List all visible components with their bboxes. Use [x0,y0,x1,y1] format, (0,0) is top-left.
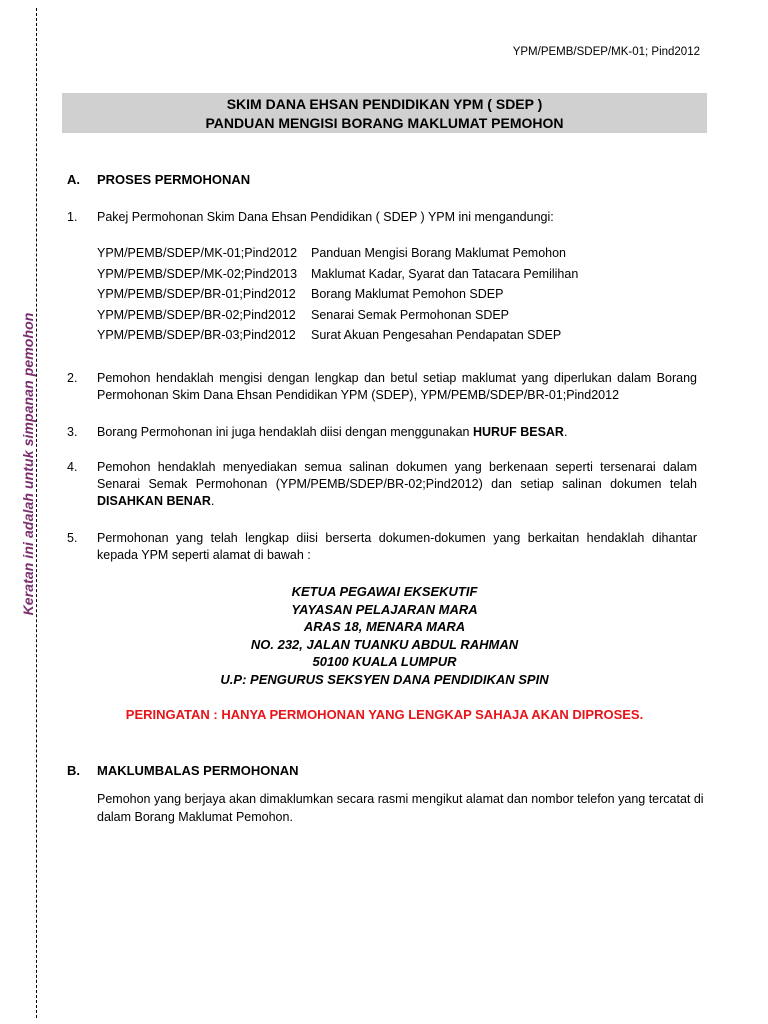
package-document-list [97,246,578,349]
section-a-heading [67,172,250,187]
item-1-text: Pakej Permohonan Skim Dana Ehsan Pendidikan ( SDEP ) YPM ini mengandungi: [97,210,554,224]
item-4-number: 4. [67,460,78,474]
item-4-text-part: Pemohon hendaklah menyediakan semua salinan dokumen yang berkenaan seperti tersenarai dalam Senarai Semak Permohonan (YPM/PEMB/SDEP/BR-02;Pind2012) dan setiap salinan dokumen telah [97,460,697,491]
document-description: Borang Maklumat Pemohon SDEP [311,287,504,302]
list-item-1 [67,209,697,226]
item-4-emphasis: DISAHKAN BENAR [97,494,211,508]
list-item-2 [67,370,697,404]
section-a-letter: A. [67,172,80,187]
section-b-paragraph: Pemohon yang berjaya akan dimaklumkan secara rasmi mengikut alamat dan nombor telefon yang tercatat di dalam Borang Maklumat Pemohon. [97,792,704,824]
section-b-title: MAKLUMBALAS PERMOHONAN [97,763,299,778]
section-b-letter: B. [67,763,80,778]
package-document-row [97,328,578,349]
address-line: ARAS 18, MENARA MARA [303,619,466,635]
item-2-number: 2. [67,371,78,385]
list-item-5 [67,530,697,564]
address-line: YAYASAN PELAJARAN MARA [291,601,478,617]
cut-line [36,8,37,1018]
list-item-3 [67,424,697,441]
address-line: U.P: PENGURUS SEKSYEN DANA PENDIDIKAN SPIN [220,671,549,687]
mailing-address [62,583,707,689]
item-3-emphasis: HURUF BESAR [472,425,564,439]
section-a-title: PROSES PERMOHONAN [97,172,251,187]
document-code: YPM/PEMB/SDEP/MK-01;Pind2012 [97,246,298,260]
title-line-1: SKIM DANA EHSAN PENDIDIKAN YPM ( SDEP ) [226,96,543,112]
document-description: Surat Akuan Pengesahan Pendapatan SDEP [311,328,562,343]
address-line: 50100 KUALA LUMPUR [312,654,457,670]
document-code: YPM/PEMB/SDEP/BR-03;Pind2012 [97,328,296,343]
side-note-text: Keratan ini adalah untuk simpanan pemohon [20,312,36,616]
title-line-2: PANDUAN MENGISI BORANG MAKLUMAT PEMOHON [205,115,564,131]
item-3-text-end: . [563,425,568,439]
document-description: Senarai Semak Permohonan SDEP [311,307,510,322]
package-document-row [97,308,578,329]
item-5-text: Permohonan yang telah lengkap diisi berserta dokumen-dokumen yang berkaitan hendaklah dihantar kepada YPM seperti alamat di bawah : [97,531,697,562]
item-3-number: 3. [67,425,78,439]
document-code: YPM/PEMB/SDEP/MK-02;Pind2013 [97,266,298,281]
document-code: YPM/PEMB/SDEP/BR-01;Pind2012 [97,287,296,302]
item-1-number: 1. [67,210,78,224]
title-box [62,93,707,133]
item-4-text-end: . [210,494,215,508]
item-5-number: 5. [67,531,78,545]
item-3-text [97,424,697,441]
package-document-row [97,246,578,267]
warning-notice: PERINGATAN : HANYA PERMOHONAN YANG LENGKAP SAHAJA AKAN DIPROSES. [125,707,644,722]
address-line: KETUA PEGAWAI EKSEKUTIF [291,584,478,599]
item-4-text [97,459,697,510]
section-b-heading [67,763,299,778]
document-description: Panduan Mengisi Borang Maklumat Pemohon [311,246,567,260]
item-3-text-part: Borang Permohonan ini juga hendaklah diisi dengan menggunakan [97,425,473,439]
item-2-text: Pemohon hendaklah mengisi dengan lengkap dan betul setiap maklumat yang diperlukan dalam Borang Permohonan Skim Dana Ehsan Pendidikan YPM (SDEP), YPM/PEMB/SDEP/BR-01;Pind2012 [97,371,697,402]
package-document-row [97,287,578,308]
list-item-4 [67,459,697,510]
document-code: YPM/PEMB/SDEP/BR-02;Pind2012 [97,307,296,322]
address-line: NO. 232, JALAN TUANKU ABDUL RAHMAN [250,636,519,652]
document-description: Maklumat Kadar, Syarat dan Tatacara Pemilihan [311,266,579,281]
document-reference: YPM/PEMB/SDEP/MK-01; Pind2012 [512,46,700,58]
package-document-row [97,267,578,288]
